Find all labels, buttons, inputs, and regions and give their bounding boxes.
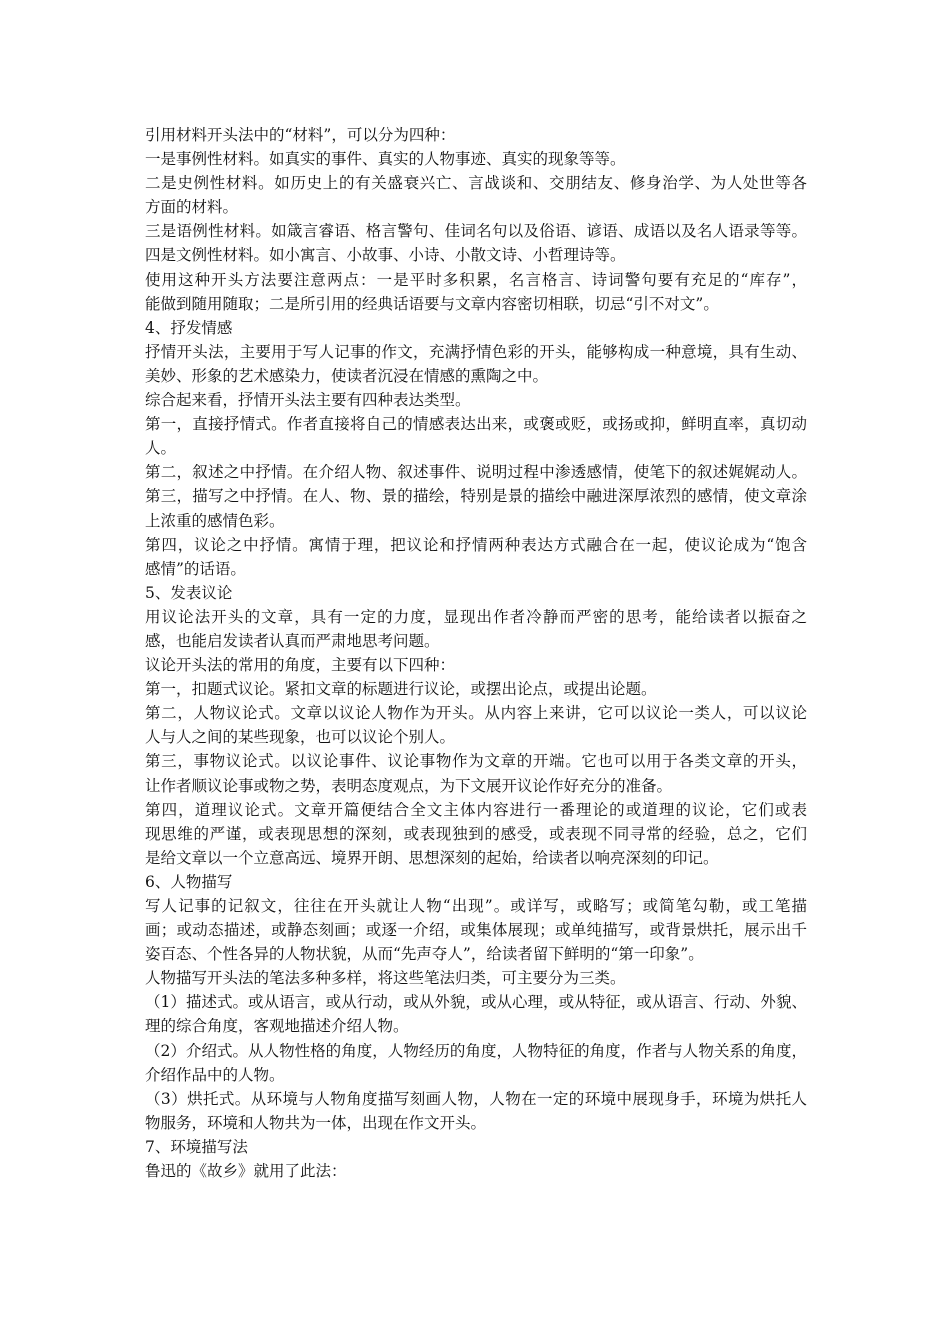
text-line: 能做到随用随取；二是所引用的经典话语要与文章内容密切相联，切忌“引不对文”。 bbox=[145, 294, 719, 313]
text-line: 6、人物描写 bbox=[145, 872, 233, 891]
text-line: 第三，描写之中抒情。在人、物、景的描绘，特别是景的描绘中融进深厚浓烈的感情，使文章涂 bbox=[145, 487, 807, 506]
text-line: 第二，叙述之中抒情。在介绍人物、叙述事件、说明过程中渗透感情，使笔下的叙述娓娓动人。 bbox=[145, 463, 807, 482]
text-line: 介绍作品中的人物。 bbox=[145, 1065, 285, 1084]
text-line: 三是语例性材料。如箴言睿语、格言警句、佳词名句以及俗语、谚语、成语以及名人语录等等。 bbox=[145, 222, 807, 241]
text-line: 人与人之间的某些现象，也可以议论个别人。 bbox=[145, 728, 456, 747]
text-line: 使用这种开头方法要注意两点：一是平时多积累，名言格言、诗词警句要有充足的“库存”， bbox=[145, 270, 807, 289]
text-line: 感情”的话语。 bbox=[145, 559, 246, 578]
text-line: 人。 bbox=[145, 439, 177, 458]
text-line: 第二，人物议论式。文章以议论人物作为开头。从内容上来讲，它可以议论一类人，可以议论 bbox=[145, 704, 807, 723]
text-line: 感，也能启发读者认真而严肃地思考问题。 bbox=[145, 631, 440, 650]
text-line: 是给文章以一个立意高远、境界开朗、思想深刻的起始，给读者以响亮深刻的印记。 bbox=[145, 848, 719, 867]
text-line: 抒情开头法，主要用于写人记事的作文，充满抒情色彩的开头，能够构成一种意境，具有生动、 bbox=[145, 342, 807, 361]
text-line: 5、发表议论 bbox=[145, 583, 233, 602]
text-line: 引用材料开头法中的“材料”，可以分为四种： bbox=[145, 126, 456, 144]
text-line: 4、抒发情感 bbox=[145, 318, 233, 337]
text-line: 姿百态、个性各异的人物状貌，从而“先声夺人”，给读者留下鲜明的“第一印象”。 bbox=[145, 945, 704, 964]
text-line: 上浓重的感情色彩。 bbox=[145, 511, 285, 530]
text-line: 第一，直接抒情式。作者直接将自己的情感表达出来，或褒或贬，或扬或抑，鲜明直率，真切动 bbox=[145, 415, 807, 434]
text-line: 第四，道理议论式。文章开篇便结合全文主体内容进行一番理论的或道理的议论，它们或表 bbox=[145, 800, 807, 819]
text-line: 让作者顺议论事或物之势，表明态度观点，为下文展开议论作好充分的准备。 bbox=[145, 776, 673, 795]
text-line: 用议论法开头的文章，具有一定的力度，显现出作者冷静而严密的思考，能给读者以振奋之 bbox=[145, 607, 807, 626]
document-body bbox=[145, 123, 807, 1183]
text-line: 人物描写开头法的笔法多种多样，将这些笔法归类，可主要分为三类。 bbox=[145, 969, 626, 988]
text-line: 理的综合角度，客观地描述介绍人物。 bbox=[145, 1017, 409, 1036]
text-line: 四是文例性材料。如小寓言、小故事、小诗、小散文诗、小哲理诗等。 bbox=[145, 246, 626, 265]
text-line: 一是事例性材料。如真实的事件、真实的人物事迹、真实的现象等等。 bbox=[145, 150, 626, 169]
text-line: 7、环境描写法 bbox=[145, 1137, 248, 1156]
text-line: （2）介绍式。从人物性格的角度，人物经历的角度，人物特征的角度，作者与人物关系的角度， bbox=[145, 1041, 807, 1060]
text-line: 物服务，环境和人物共为一体，出现在作文开头。 bbox=[145, 1113, 487, 1132]
text-line: 议论开头法的常用的角度，主要有以下四种： bbox=[145, 656, 456, 675]
text-line: 综合起来看，抒情开头法主要有四种表达类型。 bbox=[145, 391, 471, 410]
text-line: 第一，扣题式议论。紧扣文章的标题进行议论，或摆出论点，或提出论题。 bbox=[145, 680, 657, 699]
text-line: 美妙、形象的艺术感染力，使读者沉浸在情感的熏陶之中。 bbox=[145, 366, 549, 385]
text-line: 第四，议论之中抒情。寓情于理，把议论和抒情两种表达方式融合在一起，使议论成为“饱含 bbox=[145, 535, 807, 554]
text-line: 现思维的严谨，或表现思想的深刻，或表现独到的感受，或表现不同寻常的经验，总之，它们 bbox=[145, 824, 807, 843]
text-line: 写人记事的记叙文，往往在开头就让人物“出现”。或详写，或略写；或简笔勾勒，或工笔描 bbox=[145, 897, 807, 915]
text-line: （1）描述式。或从语言，或从行动，或从外貌，或从心理，或从特征，或从语言、行动、外貌、 bbox=[145, 993, 807, 1012]
text-line: 方面的材料。 bbox=[145, 198, 239, 217]
text-line: 第三，事物议论式。以议论事件、议论事物作为文章的开端。它也可以用于各类文章的开头， bbox=[145, 752, 807, 771]
text-line: 鲁迅的《故乡》就用了此法： bbox=[145, 1162, 347, 1181]
text-line: 画；或动态描述，或静态刻画；或逐一介绍，或集体展现；或单纯描写，或背景烘托，展示出千 bbox=[145, 921, 807, 940]
text-line: 二是史例性材料。如历史上的有关盛衰兴亡、言战谈和、交朋结友、修身治学、为人处世等各 bbox=[145, 174, 807, 193]
text-line: （3）烘托式。从环境与人物角度描写刻画人物，人物在一定的环境中展现身手，环境为烘托人 bbox=[145, 1089, 807, 1108]
